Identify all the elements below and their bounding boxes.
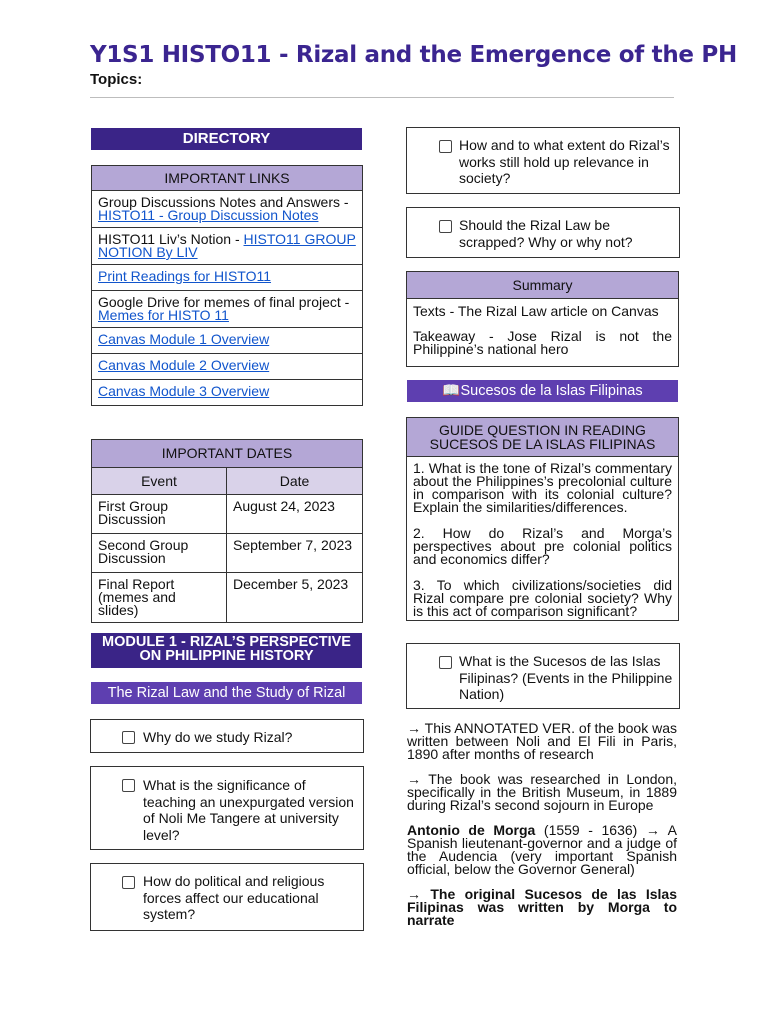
note-paragraph: → The original Sucesos de las Islas Filipinas was written by Morga to narrate	[407, 886, 677, 928]
summary-takeaway: Takeaway - Jose Rizal is not the Philippine’s national hero	[413, 328, 672, 357]
column-header-event: Event	[92, 468, 227, 495]
checklist-item: How do political and religious forces affect our educational system?	[90, 863, 364, 931]
sucesos-notes	[407, 722, 677, 939]
link-row: Group Discussions Notes and Answers - HISTO11 - Group Discussion Notes	[92, 191, 363, 228]
book-icon: 📖	[442, 383, 461, 399]
checkbox[interactable]	[122, 779, 135, 792]
morga-paragraph: Antonio de Morga (1559 - 1636) → A Spanish lieutenant-governor and a judge of the Audencia (very important Spanish official, below the Governor General)	[407, 822, 677, 877]
link-row: HISTO11 Liv’s Notion - HISTO11 GROUP NOTION By LIV	[92, 228, 363, 265]
important-links-header: IMPORTANT LINKS	[92, 166, 363, 191]
date-cell: December 5, 2023	[227, 573, 363, 623]
important-links-table	[91, 165, 363, 406]
checkbox[interactable]	[439, 220, 452, 233]
rizal-law-subheading: The Rizal Law and the Study of Rizal	[91, 682, 362, 704]
date-cell: September 7, 2023	[227, 534, 363, 573]
summary-texts: Texts - The Rizal Law article on Canvas	[413, 303, 659, 319]
group-notion-link[interactable]: HISTO11 GROUP NOTION By LIV	[98, 231, 356, 260]
checkbox[interactable]	[122, 876, 135, 889]
module-1-heading: MODULE 1 - RIZAL’S PERSPECTIVE ON PHILIPPINE HISTORY	[91, 633, 362, 668]
guide-question-table	[406, 417, 679, 621]
important-dates-table	[91, 439, 363, 623]
table-row	[92, 534, 363, 573]
important-dates-header: IMPORTANT DATES	[92, 440, 363, 468]
link-row	[92, 380, 363, 406]
checklist-item: What is the Sucesos de las Islas Filipinas? (Events in the Philippine Nation)	[406, 643, 680, 709]
link-row	[92, 265, 363, 291]
date-cell: August 24, 2023	[227, 495, 363, 534]
checkbox[interactable]	[122, 731, 135, 744]
link-row	[92, 328, 363, 354]
checklist-item: What is the significance of teaching an unexpurgated version of Noli Me Tangere at university level?	[90, 766, 364, 850]
link-row	[92, 354, 363, 380]
note-paragraph: → This ANNOTATED VER. of the book was written between Noli and El Fili in Paris, 1890 after months of research	[407, 720, 677, 762]
event-cell: First Group Discussion	[92, 495, 227, 534]
note-paragraph: → The book was researched in London, specifically in the British Museum, in 1889 during Rizal’s second sojourn in Europe	[407, 771, 677, 813]
topics-label: Topics:	[90, 71, 143, 88]
checklist-item: How and to what extent do Rizal’s works still hold up relevance in society?	[406, 127, 680, 194]
guide-question: 1. What is the tone of Rizal’s commentary about the Philippines’s precolonial culture in comparison with its colonial culture? Explain the similarities/differences.	[413, 460, 672, 515]
page-title: Y1S1 HISTO11 - Rizal and the Emergence of the PH	[90, 42, 737, 68]
memes-drive-link[interactable]: Memes for HISTO 11	[98, 307, 229, 323]
checkbox[interactable]	[439, 140, 452, 153]
canvas-module-1-link[interactable]: Canvas Module 1 Overview	[98, 331, 270, 347]
group-discussion-notes-link[interactable]: HISTO11 - Group Discussion Notes	[98, 207, 319, 223]
summary-header: Summary	[407, 272, 679, 299]
guide-question: 3. To which civilizations/societies did Rizal compare pre colonial society? Why is this act of comparison significant?	[413, 577, 672, 619]
guide-question-header: GUIDE QUESTION IN READING SUCESOS DE LA ISLAS FILIPINAS	[407, 418, 679, 457]
print-readings-link[interactable]: Print Readings for HISTO11	[98, 268, 272, 284]
summary-table	[406, 271, 679, 367]
canvas-module-2-link[interactable]: Canvas Module 2 Overview	[98, 357, 270, 373]
event-cell: Final Report (memes and slides)	[92, 573, 227, 623]
column-header-date: Date	[227, 468, 363, 495]
table-row	[92, 495, 363, 534]
directory-heading: DIRECTORY	[91, 128, 362, 150]
summary-body	[407, 299, 679, 367]
divider	[90, 97, 674, 98]
canvas-module-3-link[interactable]: Canvas Module 3 Overview	[98, 383, 270, 399]
guide-question-body	[407, 457, 679, 621]
link-row: Google Drive for memes of final project - Memes for HISTO 11	[92, 291, 363, 328]
checklist-item: Why do we study Rizal?	[90, 719, 364, 753]
guide-question: 2. How do Rizal’s and Morga’s perspectives about pre colonial politics and economics differ?	[413, 525, 672, 567]
table-row	[92, 573, 363, 623]
checkbox[interactable]	[439, 656, 452, 669]
sucesos-heading: 📖Sucesos de la Islas Filipinas	[407, 380, 678, 402]
checklist-item: Should the Rizal Law be scrapped? Why or why not?	[406, 207, 680, 258]
event-cell: Second Group Discussion	[92, 534, 227, 573]
